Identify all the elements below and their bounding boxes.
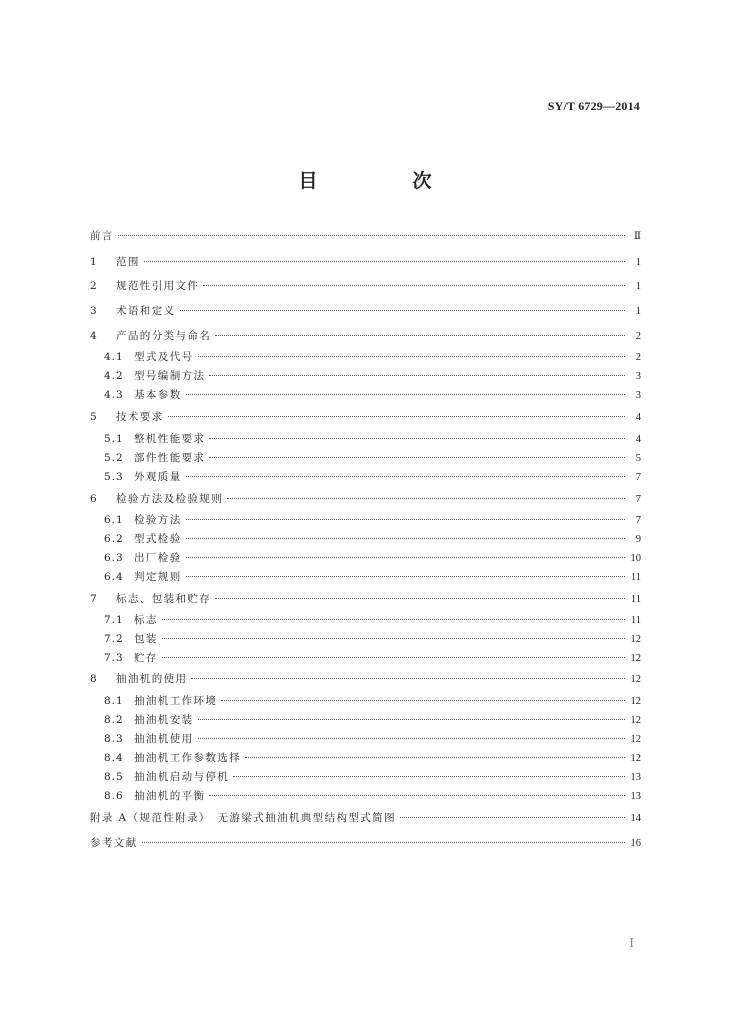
toc-entry[interactable] (90, 430, 641, 448)
dot-leader (142, 842, 625, 843)
toc-entry[interactable] (90, 327, 641, 345)
dot-leader (144, 261, 625, 262)
toc-entry[interactable] (90, 511, 641, 529)
dot-leader (209, 438, 625, 439)
toc-entry-number: 4 (90, 330, 98, 342)
toc-entry-number: 4.3 (104, 389, 124, 401)
toc-entry[interactable] (90, 227, 641, 245)
dot-leader (227, 498, 625, 499)
toc-entry-title: 型号编制方法 (134, 370, 206, 382)
toc-entry-page: 1 (635, 257, 641, 268)
dot-leader (245, 757, 625, 758)
dot-leader (209, 795, 625, 796)
toc-entry-title: 包装 (134, 633, 158, 645)
dot-leader (186, 394, 625, 395)
dot-leader (168, 416, 625, 417)
dot-leader (186, 538, 625, 539)
toc-entry[interactable] (90, 768, 641, 786)
toc-entry-page: 14 (630, 813, 641, 824)
toc-entry[interactable] (90, 670, 641, 688)
toc-entry-number: 4.2 (104, 370, 124, 382)
toc-entry-label (90, 711, 194, 729)
toc-entry-page: 12 (630, 674, 641, 685)
toc-entry-number: 5.2 (104, 452, 124, 464)
dot-leader (209, 457, 625, 458)
toc-entry-label (90, 511, 182, 529)
toc-entry-number: 5 (90, 411, 98, 423)
toc-entry-title: 抽油机的使用 (116, 673, 188, 685)
toc-entry-number: 8.1 (104, 695, 124, 707)
toc-entry-page: 12 (630, 696, 641, 707)
toc-entry-page: 4 (635, 412, 641, 423)
toc-entry-title: 整机性能要求 (134, 433, 206, 445)
toc-entry-number: 3 (90, 305, 98, 317)
toc-entry[interactable] (90, 834, 641, 852)
toc-entry-title: 部件性能要求 (134, 452, 206, 464)
toc-entry-label (90, 749, 241, 767)
toc-entry-page: 9 (635, 534, 641, 545)
toc-entry-page: 1 (635, 306, 641, 317)
page-title: 目 次 (298, 170, 470, 192)
toc-entry[interactable] (90, 490, 641, 508)
toc-entry-page: 12 (630, 715, 641, 726)
toc-entry-page: 12 (630, 634, 641, 645)
dot-leader (186, 476, 625, 477)
toc-entry-label (90, 611, 158, 629)
toc-entry[interactable] (90, 649, 641, 667)
toc-entry-number: 2 (90, 280, 98, 292)
toc-entry-number: 6.3 (104, 552, 124, 564)
toc-entry-title: 贮存 (134, 652, 158, 664)
toc-entry-label (90, 530, 182, 548)
toc-entry-title: 规范性引用文件 (116, 280, 200, 292)
dot-leader (186, 557, 625, 558)
dot-leader (221, 700, 625, 701)
toc-entry[interactable] (90, 568, 641, 586)
dot-leader (215, 335, 625, 336)
toc-entry-title: 型式检验 (134, 533, 182, 545)
toc-entry-title: 标志、包装和贮存 (116, 593, 212, 605)
toc-entry-label (90, 590, 211, 608)
dot-leader (198, 738, 626, 739)
dot-leader (118, 235, 625, 236)
toc-entry-title: 技术要求 (116, 411, 164, 423)
toc-entry[interactable] (90, 449, 641, 467)
toc-entry-title: 标志 (134, 614, 158, 626)
toc-entry-label (90, 568, 182, 586)
toc-entry-number: 7.2 (104, 633, 124, 645)
toc-entry-number: 4.1 (104, 351, 124, 363)
toc-entry[interactable] (90, 530, 641, 548)
dot-leader (198, 356, 626, 357)
toc-entry-label (90, 348, 194, 366)
toc-entry-label (90, 227, 114, 245)
toc-entry[interactable] (90, 302, 641, 320)
toc-entry-title: 抽油机工作参数选择 (134, 752, 242, 764)
toc-entry-number: 8.3 (104, 733, 124, 745)
toc-entry[interactable] (90, 367, 641, 385)
toc-entry-label (90, 649, 158, 667)
toc-entry-number: 7.3 (104, 652, 124, 664)
toc-entry[interactable] (90, 468, 641, 486)
toc-entry-number: 8.2 (104, 714, 124, 726)
toc-entry-page: 10 (630, 553, 641, 564)
toc-entry-label (90, 277, 199, 295)
toc-entry-title: 型式及代号 (134, 351, 194, 363)
toc-entry-number: 8.6 (104, 790, 124, 802)
toc-entry[interactable] (90, 253, 641, 271)
dot-leader (186, 576, 625, 577)
standard-code: SY/T 6729—2014 (547, 99, 640, 113)
toc-entry-page: 2 (635, 331, 641, 342)
toc-entry-title: 抽油机启动与停机 (134, 771, 230, 783)
dot-leader (203, 285, 625, 286)
toc-entry[interactable] (90, 590, 641, 608)
toc-entry-page: 16 (630, 838, 641, 849)
toc-entry-label (90, 490, 223, 508)
toc-entry-title: 判定规则 (134, 571, 182, 583)
toc-entry-label (90, 730, 194, 748)
toc-entry-page: 11 (630, 594, 641, 605)
toc-entry[interactable] (90, 348, 641, 366)
toc-entry-title: 检验方法及检验规则 (116, 493, 224, 505)
toc-entry-label (90, 630, 158, 648)
toc-entry-label (90, 468, 182, 486)
dot-leader (191, 678, 625, 679)
toc-entry-page: Ⅱ (633, 231, 641, 242)
toc-entry[interactable] (90, 711, 641, 729)
toc-entry-page: 7 (635, 472, 641, 483)
toc-entry-page: 7 (635, 494, 641, 505)
toc-entry-title: 抽油机安装 (134, 714, 194, 726)
toc-entry-label (90, 386, 182, 404)
toc-entry-page: 1 (635, 281, 641, 292)
dot-leader (162, 638, 625, 639)
toc-entry-page: 12 (630, 653, 641, 664)
toc-entry-page: 12 (630, 753, 641, 764)
page-number: Ⅰ (629, 936, 634, 950)
toc-entry[interactable] (90, 730, 641, 748)
toc-entry-title: 参考文献 (90, 837, 138, 849)
toc-entry[interactable] (90, 630, 641, 648)
dot-leader (233, 776, 625, 777)
toc-entry-label (90, 692, 217, 710)
toc-entry-title: 外观质量 (134, 471, 182, 483)
toc-entry-page: 4 (635, 434, 641, 445)
toc-entry[interactable] (90, 749, 641, 767)
toc-entry-page: 2 (635, 352, 641, 363)
toc-entry[interactable] (90, 386, 641, 404)
toc-entry-number: 5.3 (104, 471, 124, 483)
toc-entry-label (90, 449, 205, 467)
toc-entry-label (90, 787, 205, 805)
toc-entry[interactable] (90, 787, 641, 805)
toc-entry-label (90, 834, 138, 852)
toc-entry-title: 抽油机的平衡 (134, 790, 206, 802)
toc-entry[interactable] (90, 549, 641, 567)
dot-leader (180, 310, 626, 311)
toc-entry-number: 6.4 (104, 571, 124, 583)
toc-entry[interactable] (90, 692, 641, 710)
toc-entry-page: 11 (630, 572, 641, 583)
toc-entry-number: 5.1 (104, 433, 124, 445)
toc-entry-label (90, 809, 396, 827)
dot-leader (400, 817, 625, 818)
toc-entry-number: 7 (90, 593, 98, 605)
toc-entry-number: 6.2 (104, 533, 124, 545)
toc-entry-title: 附录 A（规范性附录） 无游梁式抽油机典型结构型式简图 (90, 812, 396, 824)
toc-entry-title: 抽油机使用 (134, 733, 194, 745)
toc-entry-label (90, 408, 164, 426)
dot-leader (198, 719, 626, 720)
toc-entry[interactable] (90, 611, 641, 629)
toc-entry-label (90, 670, 187, 688)
toc-entry-label (90, 302, 176, 320)
toc-entry-page: 3 (635, 390, 641, 401)
toc-entry-number: 8.4 (104, 752, 124, 764)
toc-entry-label (90, 327, 211, 345)
toc-entry-title: 范围 (116, 256, 140, 268)
toc-entry-label (90, 253, 140, 271)
toc-entry-page: 11 (630, 615, 641, 626)
toc-entry-title: 术语和定义 (116, 305, 176, 317)
dot-leader (209, 375, 625, 376)
toc-entry-number: 8 (90, 673, 98, 685)
toc-entry[interactable] (90, 277, 641, 295)
toc-entry-label (90, 367, 205, 385)
toc-entry-label (90, 430, 205, 448)
toc-entry-number: 6.1 (104, 514, 124, 526)
toc-entry-number: 7.1 (104, 614, 124, 626)
toc-entry[interactable] (90, 809, 641, 827)
toc-entry-page: 5 (635, 453, 641, 464)
toc-entry-page: 13 (630, 791, 641, 802)
toc-entry[interactable] (90, 408, 641, 426)
toc-entry-title: 出厂检验 (134, 552, 182, 564)
toc-entry-number: 1 (90, 256, 98, 268)
toc-entry-page: 13 (630, 772, 641, 783)
toc-entry-page: 12 (630, 734, 641, 745)
toc-entry-title: 检验方法 (134, 514, 182, 526)
toc-entry-number: 8.5 (104, 771, 124, 783)
toc-entry-title: 抽油机工作环境 (134, 695, 218, 707)
toc-entry-label (90, 549, 182, 567)
toc-entry-label (90, 768, 229, 786)
dot-leader (215, 598, 625, 599)
toc-entry-page: 7 (635, 515, 641, 526)
toc-entry-number: 6 (90, 493, 98, 505)
dot-leader (186, 519, 625, 520)
toc-entry-title: 前言 (90, 230, 114, 242)
toc-entry-page: 3 (635, 371, 641, 382)
toc-entry-title: 基本参数 (134, 389, 182, 401)
toc-entry-title: 产品的分类与命名 (116, 330, 212, 342)
dot-leader (162, 657, 625, 658)
dot-leader (162, 619, 625, 620)
